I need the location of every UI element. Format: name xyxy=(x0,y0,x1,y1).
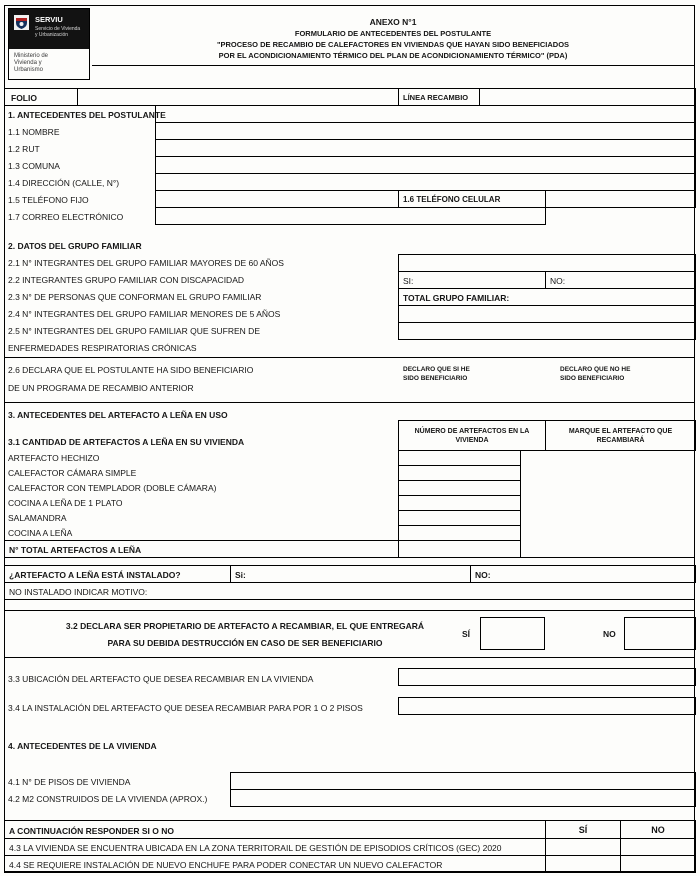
section4-title: 4. ANTECEDENTES DE LA VIVIENDA xyxy=(8,741,157,751)
declaracion-no-label: NO xyxy=(603,629,616,639)
discapacidad-si-label: SI: xyxy=(403,276,414,286)
gec-no-cell[interactable] xyxy=(620,838,696,856)
folio-label: FOLIO xyxy=(11,93,37,103)
instalado-si-cell[interactable] xyxy=(230,565,471,583)
field-label-correo: 1.7 CORREO ELECTRÓNICO xyxy=(8,212,124,222)
field-label-direccion: 1.4 DIRECCIÓN (CALLE, N°) xyxy=(8,178,120,188)
artefacto-label-templador: CALEFACTOR CON TEMPLADOR (DOBLE CÁMARA) xyxy=(8,483,217,493)
field-label-4-1: 4.1 N° DE PISOS DE VIVIENDA xyxy=(8,777,131,787)
gec-si-cell[interactable] xyxy=(545,838,621,856)
logo-ministry-line-1: Ministerio de xyxy=(14,53,49,59)
field-label-nombre: 1.1 NOMBRE xyxy=(8,127,60,137)
enfermedades-input[interactable] xyxy=(398,322,696,340)
menores-5-input[interactable] xyxy=(398,305,696,323)
field-label-2-2: 2.2 INTEGRANTES GRUPO FAMILIAR CON DISCAPACIDAD xyxy=(8,275,244,285)
instalado-no-label: NO: xyxy=(475,570,491,580)
linea-recambio-input[interactable] xyxy=(479,88,696,106)
instalado-question-label: ¿ARTEFACTO A LEÑA ESTÁ INSTALADO? xyxy=(9,570,181,580)
artefacto-label-salamandra: SALAMANDRA xyxy=(8,513,67,523)
linea-recambio-label: LÍNEA RECAMBIO xyxy=(403,93,469,102)
declaro-no-option[interactable] xyxy=(560,366,630,383)
field-label-rut: 1.2 RUT xyxy=(8,144,40,154)
enchufe-si-cell[interactable] xyxy=(545,855,621,873)
mayores-60-input[interactable] xyxy=(398,254,696,272)
direccion-input[interactable] xyxy=(155,173,696,191)
total-artefactos-input[interactable] xyxy=(398,540,521,558)
column-header-marque-artefacto: MARQUE EL ARTEFACTO QUE RECAMBIARÁ xyxy=(545,420,696,451)
nombre-input[interactable] xyxy=(155,122,696,140)
logo-ministry-line-3: Urbanismo xyxy=(14,67,44,73)
process-title-line-1: "PROCESO DE RECAMBIO DE CALEFACTORES EN VIVIENDAS QUE HAYAN SIDO BENEFICIADOS xyxy=(216,40,570,49)
logo-black-panel xyxy=(9,9,89,49)
field-label-4-2: 4.2 M2 CONSTRUIDOS DE LA VIVIENDA (APROX.) xyxy=(8,794,208,804)
field-label-2-1: 2.1 N° INTEGRANTES DEL GRUPO FAMILIAR MAYORES DE 60 AÑOS xyxy=(8,258,284,268)
continuacion-label: A CONTINUACIÓN RESPONDER SI O NO xyxy=(9,826,174,836)
section1-title: 1. ANTECEDENTES DEL POSTULANTE xyxy=(8,110,166,120)
ministry-emblem-icon xyxy=(13,14,30,36)
artefacto-label-hechizo: ARTEFACTO HECHIZO xyxy=(8,453,100,463)
anexo-title: ANEXO N°1 xyxy=(369,17,417,27)
field-label-2-5-line1: 2.5 N° INTEGRANTES DEL GRUPO FAMILIAR QUE SUFREN DE xyxy=(8,326,260,336)
field-label-3-4: 3.4 LA INSTALACIÓN DEL ARTEFACTO QUE DESEA RECAMBIAR PARA POR 1 O 2 PISOS xyxy=(8,703,363,713)
enchufe-no-cell[interactable] xyxy=(620,855,696,873)
divider-above-2-6 xyxy=(4,357,695,358)
logo-org-name: SERVIU xyxy=(35,15,63,24)
motivo-row[interactable] xyxy=(4,582,695,600)
artefacto-label-camara-simple: CALEFACTOR CÁMARA SIMPLE xyxy=(8,468,137,478)
declaracion-no-box[interactable] xyxy=(624,617,696,650)
declaro-si-option[interactable] xyxy=(403,366,470,383)
field-label-comuna: 1.3 COMUNA xyxy=(8,161,60,171)
total-artefactos-label-cell xyxy=(4,540,399,558)
cocina-lena-count-input[interactable] xyxy=(398,525,521,541)
pisos-vivienda-input[interactable] xyxy=(230,772,696,790)
camara-simple-count-input[interactable] xyxy=(398,465,521,481)
discapacidad-no-label: NO: xyxy=(550,276,566,286)
folio-input[interactable] xyxy=(77,88,399,106)
divider-below-2-6 xyxy=(4,402,695,403)
total-grupo-familiar-cell[interactable] xyxy=(398,288,696,306)
field-label-3-3: 3.3 UBICACIÓN DEL ARTEFACTO QUE DESEA RECAMBIAR EN LA VIVIENDA xyxy=(8,674,314,684)
field-label-2-5-line2: ENFERMEDADES RESPIRATORIAS CRÓNICAS xyxy=(8,343,197,353)
instalado-si-label: Si: xyxy=(235,570,246,580)
section3-title: 3. ANTECEDENTES DEL ARTEFACTO A LEÑA EN USO xyxy=(8,410,228,420)
field-label-2-4: 2.4 N° INTEGRANTES DEL GRUPO FAMILIAR MENORES DE 5 AÑOS xyxy=(8,309,281,319)
field-label-4-3: 4.3 LA VIVIENDA SE ENCUENTRA UBICADA EN LA ZONA TERRITORAIL DE GESTIÓN DE EPISODIOS CRÍTICOS (GEC) 2020 xyxy=(9,843,502,853)
logo-ministry-line-2: Vivienda y xyxy=(14,60,42,66)
declaracion-si-label: SÍ xyxy=(462,629,471,639)
process-title-line-2: POR EL ACONDICIONAMIENTO TÉRMICO DEL PLAN DE ACONDICIONAMIENTO TÉRMICO" (PDA) xyxy=(218,51,568,60)
column-header-si: SÍ xyxy=(545,820,621,839)
field-label-2-3: 2.3 N° DE PERSONAS QUE CONFORMAN EL GRUPO FAMILIAR xyxy=(8,292,262,302)
folio-label-cell xyxy=(4,88,78,106)
instalado-no-cell[interactable] xyxy=(470,565,696,583)
declaro-no-line2: SIDO BENEFICIARIO xyxy=(560,374,625,382)
column-header-numero-artefactos: NÚMERO DE ARTEFACTOS EN LA VIVIENDA xyxy=(398,420,546,451)
field-label-2-6-line1: 2.6 DECLARA QUE EL POSTULANTE HA SIDO BENEFICIARIO xyxy=(8,365,254,375)
section2-title: 2. DATOS DEL GRUPO FAMILIAR xyxy=(8,241,142,251)
total-artefactos-label: N° TOTAL ARTEFACTOS A LEÑA xyxy=(9,545,142,555)
salamandra-count-input[interactable] xyxy=(398,510,521,526)
comuna-input[interactable] xyxy=(155,156,696,174)
rut-input[interactable] xyxy=(155,139,696,157)
section1-input-row0[interactable] xyxy=(155,105,696,123)
discapacidad-si-cell[interactable] xyxy=(398,271,546,289)
declaracion-3-2-block xyxy=(4,610,695,658)
templador-count-input[interactable] xyxy=(398,480,521,496)
declaro-si-line2: SIDO BENEFICIARIO xyxy=(403,374,468,382)
declaracion-3-2-line1: 3.2 DECLARA SER PROPIETARIO DE ARTEFACTO A RECAMBIAR, EL QUE ENTREGARÁ xyxy=(65,621,425,631)
declaro-no-line1: DECLARO QUE NO HE xyxy=(560,366,631,373)
instalacion-pisos-input[interactable] xyxy=(398,697,696,715)
declaracion-3-2-line2: PARA SU DEBIDA DESTRUCCIÓN EN CASO DE SER BENEFICIARIO xyxy=(107,638,383,648)
field-label-4-4: 4.4 SE REQUIERE INSTALACIÓN DE NUEVO ENCHUFE PARA PODER CONECTAR UN NUEVO CALEFACTOR xyxy=(9,860,443,870)
logo-org-subline-1: Servicio de Vivienda xyxy=(35,26,81,32)
logo-org-subline-2: y Urbanización xyxy=(35,32,69,38)
field-label-telefono-fijo: 1.5 TELÉFONO FIJO xyxy=(8,195,89,205)
cocina-1-plato-count-input[interactable] xyxy=(398,495,521,511)
field-label-telefono-celular: 1.6 TELÉFONO CELULAR xyxy=(403,195,501,204)
telefono-celular-label-cell xyxy=(398,190,546,208)
m2-construidos-input[interactable] xyxy=(230,789,696,807)
declaro-si-line1: DECLARO QUE SI HE xyxy=(403,366,470,373)
form-header xyxy=(92,8,694,66)
artefacto-label-cocina-lena: COCINA A LEÑA xyxy=(8,528,73,538)
form-title: FORMULARIO DE ANTECEDENTES DEL POSTULANTE xyxy=(294,29,492,38)
artefacto-label-cocina-1-plato: COCINA A LEÑA DE 1 PLATO xyxy=(8,498,123,508)
telefono-celular-input[interactable] xyxy=(545,190,696,208)
declaracion-si-box[interactable] xyxy=(480,617,545,650)
divider-below-total-artefactos xyxy=(4,557,695,558)
column-header-no: NO xyxy=(620,820,696,839)
field-label-2-6-line2: DE UN PROGRAMA DE RECAMBIO ANTERIOR xyxy=(8,383,194,393)
telefono-fijo-input[interactable] xyxy=(155,190,399,208)
total-grupo-familiar-label: TOTAL GRUPO FAMILIAR: xyxy=(403,293,510,303)
linea-recambio-label-cell xyxy=(398,88,480,106)
discapacidad-no-cell[interactable] xyxy=(545,271,696,289)
ubicacion-artefacto-input[interactable] xyxy=(398,668,696,686)
correo-input[interactable] xyxy=(155,207,546,225)
serviu-logo xyxy=(8,8,90,80)
artefacto-hechizo-count-input[interactable] xyxy=(398,450,521,466)
motivo-label: NO INSTALADO INDICAR MOTIVO: xyxy=(9,587,148,597)
field-label-3-1: 3.1 CANTIDAD DE ARTEFACTOS A LEÑA EN SU VIVIENDA xyxy=(8,437,245,447)
